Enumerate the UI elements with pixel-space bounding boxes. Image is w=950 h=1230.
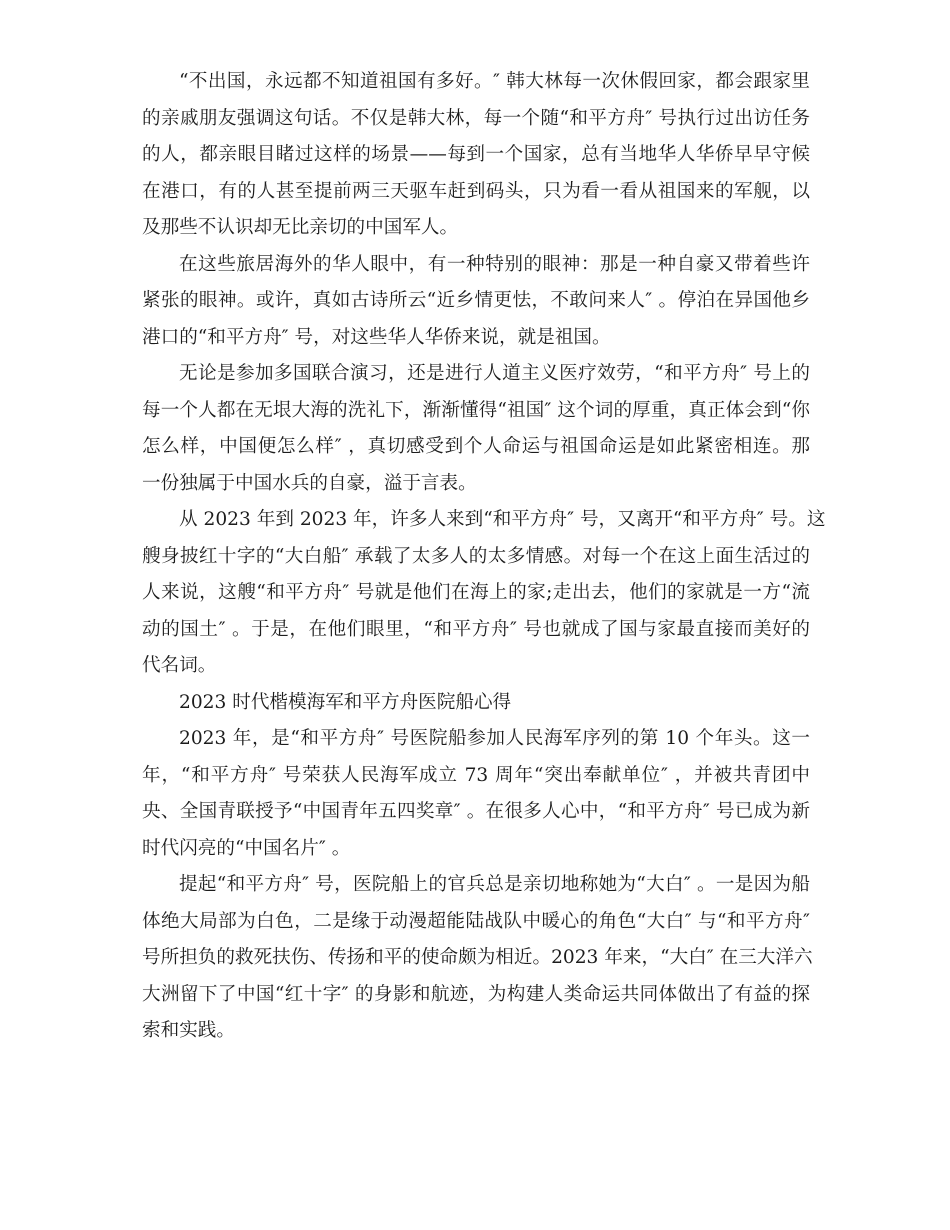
text-line: 紧张的眼神。或许，真如古诗所云“近乡情更怯，不敢问来人″ 。停泊在异国他乡	[142, 290, 810, 311]
text-line: 索和实践。	[142, 1020, 235, 1041]
text-line: 从 2023 年到 2023 年，许多人来到“和平方舟″ 号，又离开“和平方舟″ 号。这	[179, 509, 826, 530]
text-line: 及那些不认识却无比亲切的中国军人。	[142, 217, 459, 238]
text-line: 央、全国青联授予“中国青年五四奖章″ 。在很多人心中，“和平方舟″ 号已成为新	[142, 801, 810, 822]
text-line: 代名词。	[142, 655, 217, 676]
text-line: 动的国土″ 。于是，在他们眼里，“和平方舟″ 号也就成了国与家最直接而美好的	[142, 618, 810, 640]
text-line: 在这些旅居海外的华人眼中，有一种特别的眼神：那是一种自豪又带着些许	[179, 253, 810, 275]
text-line: 怎么样，中国便怎么样″ ，真切感受到个人命运与祖国命运是如此紧密相连。那	[142, 436, 810, 457]
text-line: 年，“和平方舟″ 号荣获人民海军成立 73 周年“突出奉献单位″ ，并被共青团中	[142, 764, 810, 786]
text-line: “不出国，永远都不知道祖国有多好。″ 韩大林每一次休假回家，都会跟家里	[179, 71, 810, 92]
text-line: 无论是参加多国联合演习，还是进行人道主义医疗效劳，“和平方舟″ 号上的	[179, 363, 810, 384]
text-line: 每一个人都在无垠大海的洗礼下，渐渐懂得“祖国″ 这个词的厚重，真正体会到“你	[142, 399, 810, 421]
text-line: 港口的“和平方舟″ 号，对这些华人华侨来说，就是祖国。	[142, 326, 611, 348]
text-line: 2023 年，是“和平方舟″ 号医院船参加人民海军序列的第 10 个年头。这一	[179, 728, 810, 749]
text-line: 艘身披红十字的“大白船″ 承载了太多人的太多情感。对每一个在这上面生活过的	[142, 545, 810, 567]
text-line: 人来说，这艘“和平方舟″ 号就是他们在海上的家;走出去，他们的家就是一方“流	[142, 582, 810, 603]
text-line: 时代闪亮的“中国名片″ 。	[142, 837, 351, 859]
section-heading: 2023 时代楷模海军和平方舟医院船心得	[179, 691, 512, 713]
text-line: 的人，都亲眼目睹过这样的场景——每到一个国家，总有当地华人华侨早早守候	[142, 144, 810, 165]
text-line: 号所担负的救死扶伤、传扬和平的使命颇为相近。2023 年来，“大白″ 在三大洋六	[142, 947, 813, 968]
text-line: 提起“和平方舟″ 号，医院船上的官兵总是亲切地称她为“大白″ 。一是因为船	[179, 874, 810, 895]
text-line: 体绝大局部为白色，二是缘于动漫超能陆战队中暖心的角色“大白″ 与“和平方舟″	[142, 910, 810, 932]
text-line: 大洲留下了中国“红十字″ 的身影和航迹，为构建人类命运共同体做出了有益的探	[142, 983, 810, 1005]
text-line: 一份独属于中国水兵的自豪，溢于言表。	[142, 472, 477, 494]
text-line: 的亲戚朋友强调这句话。不仅是韩大林，每一个随“和平方舟″ 号执行过出访任务	[142, 107, 810, 129]
document-body	[142, 64, 826, 1050]
text-line: 在港口，有的人甚至提前两三天驱车赶到码头，只为看一看从祖国来的军舰，以	[142, 180, 810, 202]
